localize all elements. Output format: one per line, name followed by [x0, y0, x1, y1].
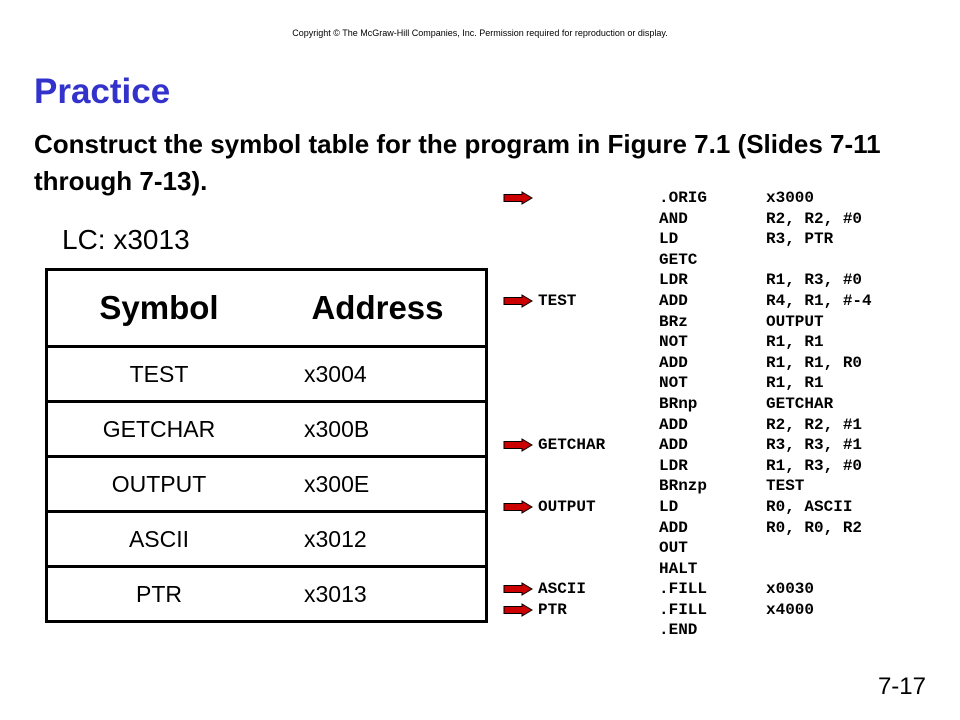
code-opcode: OUT [659, 539, 688, 558]
slide-subtitle: Construct the symbol table for the program in Figure 7.1 (Slides 7-11 through 7-13). [34, 129, 881, 196]
symbol-column-header: Symbol [47, 270, 271, 347]
code-opcode: BRz [659, 312, 688, 331]
red-arrow-icon [503, 603, 533, 617]
red-arrow-icon [503, 438, 533, 452]
symbol-cell: GETCHAR [47, 402, 271, 457]
code-label: OUTPUT [538, 497, 596, 516]
table-row [47, 402, 487, 457]
table-row [47, 347, 487, 402]
code-opcode: ADD [659, 415, 688, 434]
code-operands: R1, R3, #0 [766, 271, 863, 290]
code-opcode: LD [659, 230, 679, 249]
code-opcode: AND [659, 209, 688, 228]
code-opcode: LDR [659, 271, 688, 290]
code-operands: R1, R3, #0 [766, 456, 863, 475]
page-number: 7-17 [877, 673, 926, 700]
symbol-cell: ASCII [47, 512, 271, 567]
red-arrow-icon [503, 294, 533, 308]
code-opcode: LDR [659, 456, 688, 475]
code-operands: R3, R3, #1 [766, 436, 863, 455]
code-operands: R0, R0, R2 [766, 518, 863, 537]
code-operands: R1, R1 [766, 374, 824, 393]
code-operands: R2, R2, #1 [766, 415, 863, 434]
code-opcode: HALT [659, 559, 698, 578]
table-row [47, 567, 487, 622]
red-arrow-icon [503, 500, 533, 514]
code-operands: R1, R1 [766, 333, 824, 352]
symbol-cell: PTR [136, 580, 182, 607]
code-operands: R2, R2, #0 [766, 209, 863, 228]
code-operands: R3, PTR [766, 230, 834, 249]
address-cell: x300E [270, 457, 487, 512]
address-cell: x3012 [270, 512, 487, 567]
code-opcode: .END [659, 621, 698, 640]
code-operands: R0, ASCII [766, 497, 853, 516]
red-arrow-icon [503, 582, 533, 596]
code-operands: GETCHAR [766, 394, 834, 413]
code-opcode: GETC [659, 250, 698, 269]
address-cell: x300B [270, 402, 487, 457]
code-opcode: LD [659, 497, 679, 516]
code-label: ASCII [538, 580, 587, 599]
red-arrow-icon [503, 191, 533, 205]
code-opcode: .ORIG [659, 189, 708, 207]
code-opcode: NOT [659, 333, 688, 352]
code-opcode: .FILL [659, 600, 708, 619]
slide-title: Practice [34, 72, 171, 111]
address-column-header: Address [270, 270, 487, 347]
address-cell: x3013 [304, 580, 367, 607]
code-operands: x3000 [766, 189, 815, 207]
code-opcode: .FILL [659, 580, 708, 599]
location-counter: LC: x3013 [62, 224, 190, 255]
code-opcode: NOT [659, 374, 688, 393]
address-cell: x3004 [270, 347, 487, 402]
symbol-table-header [47, 270, 487, 347]
code-operands: TEST [766, 477, 805, 496]
code-operands: OUTPUT [766, 312, 824, 331]
code-opcode: BRnp [659, 394, 698, 413]
code-opcode: ADD [659, 291, 688, 310]
code-opcode: ADD [659, 518, 688, 537]
symbol-cell: OUTPUT [47, 457, 271, 512]
table-row [47, 512, 487, 567]
code-label: PTR [538, 600, 567, 619]
code-operands: x4000 [766, 600, 815, 619]
code-label: GETCHAR [538, 436, 606, 455]
table-row [47, 457, 487, 512]
code-opcode: ADD [659, 353, 688, 372]
symbol-cell: TEST [47, 347, 271, 402]
code-opcode: BRnzp [659, 477, 708, 496]
code-operands: x0030 [766, 580, 815, 599]
symbol-table [45, 268, 488, 623]
code-label: TEST [538, 291, 577, 310]
code-opcode: ADD [659, 436, 688, 455]
copyright-notice: Copyright © The McGraw-Hill Companies, Inc. Permission required for reproduction or display. [292, 28, 668, 38]
code-operands: R1, R1, R0 [766, 353, 863, 372]
code-operands: R4, R1, #-4 [766, 291, 872, 310]
